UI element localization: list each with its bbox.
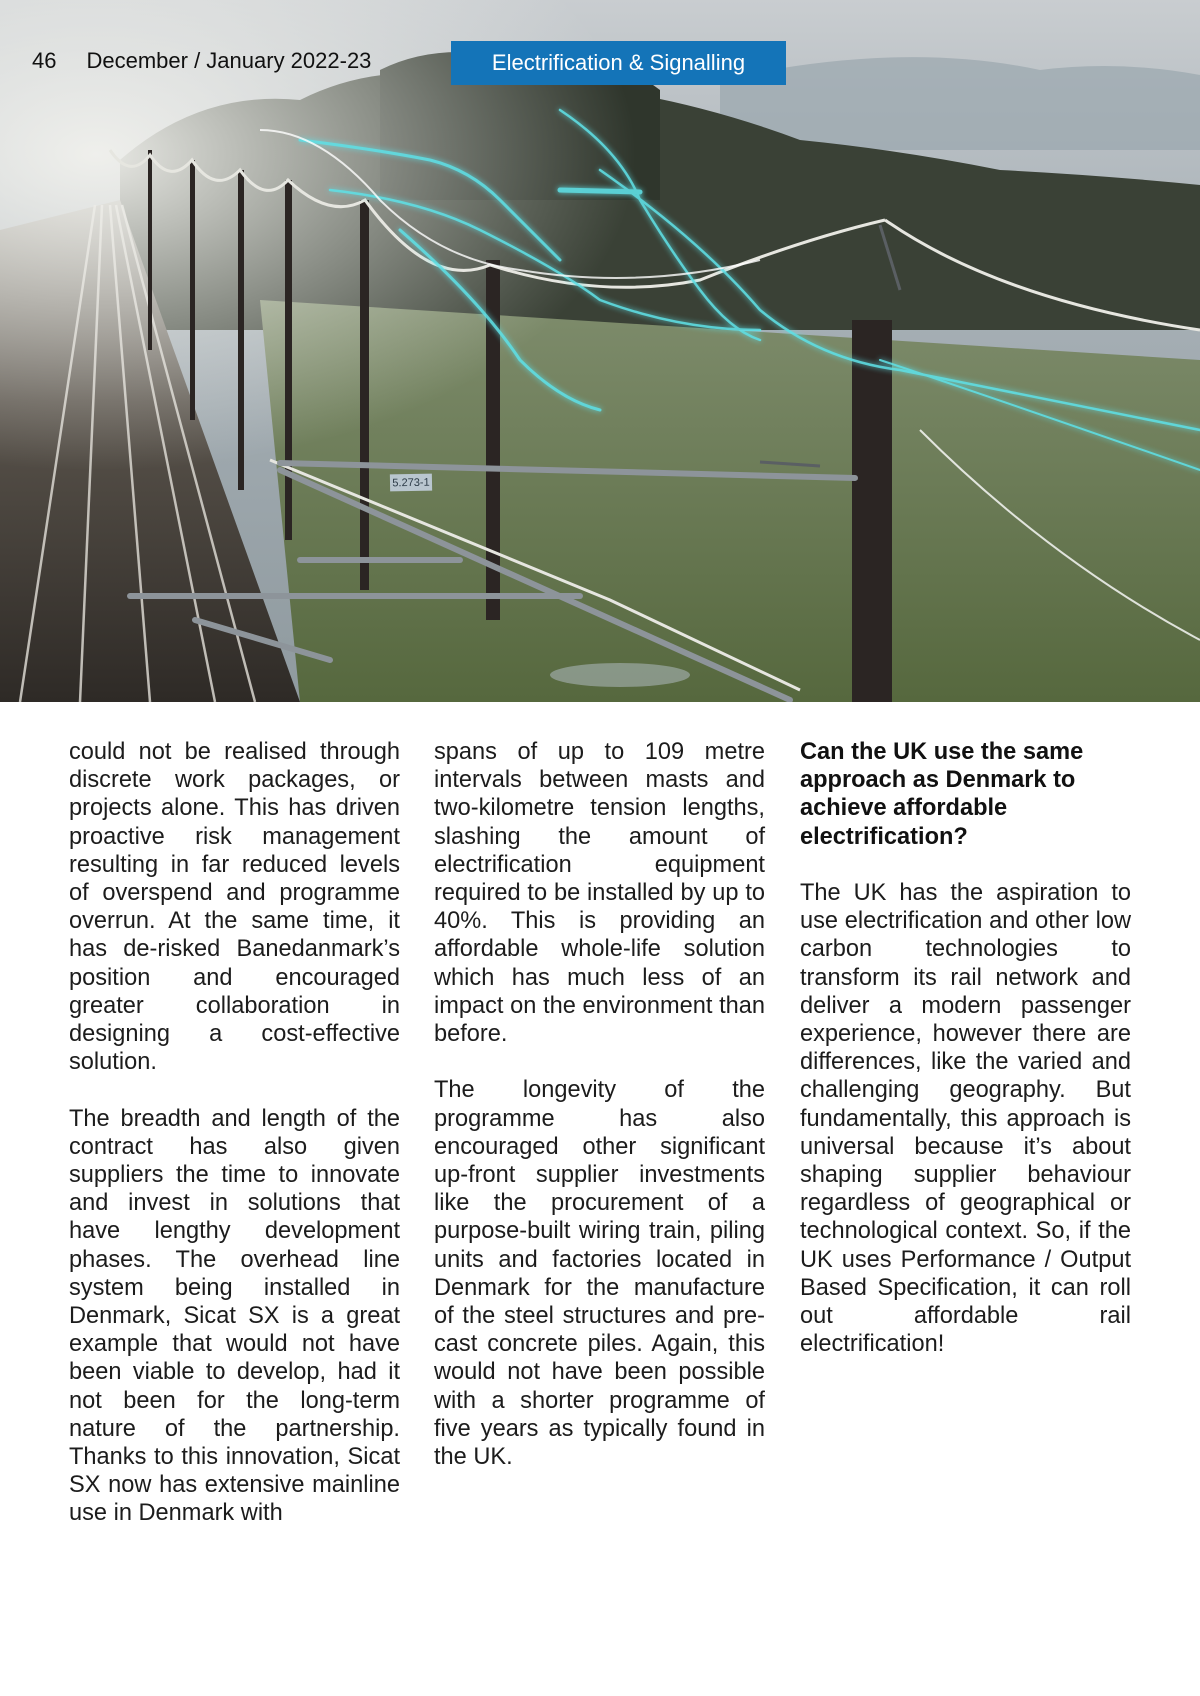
article-column-3 — [800, 738, 1131, 1387]
issue-date: December / January 2022-23 — [86, 48, 372, 73]
paragraph: could not be realised through discrete work packages, or projects alone. This has driven proactive risk management resulting in far reduced levels of overspend and programme overrun. At the same time, it has de-risked Banedanmark’s position and encouraged greater collaboration in designing a cost-effective solution. — [69, 739, 400, 1076]
paragraph: The longevity of the programme has also encouraged other significant up-front supplier investments like the procurement of a purpose-built wiring train, piling units and factories located in Denmark for the manufacture of the steel structures and pre-cast concrete piles. Again, this would not have been possible with a shorter programme of five years as typically found in the UK. — [434, 1077, 765, 1471]
hero-photo — [0, 0, 1200, 702]
railway-overhead-line-illustration — [0, 0, 1200, 702]
paragraph: The breadth and length of the contract has also given suppliers the time to innovate and invest in solutions that have lengthy development phases. The overhead line system being installed in Denmark, Sicat SX is a great example that would not have been viable to develop, had it not been for the long-term nature of the partnership. Thanks to this innovation, Sicat SX now has extensive mainline use in Denmark with — [69, 1105, 400, 1527]
section-subheading: Can the UK use the same approach as Denmark to achieve affordable electrification? — [800, 739, 1084, 850]
section-tag: Electrification & Signalling — [451, 41, 786, 85]
paragraph: spans of up to 109 metre intervals between masts and two-kilometre tension lengths, slashing the amount of electrification equipment required to be installed by up to 40%. This is providing an affordable whole-life solution which has much less of an impact on the environment than before. — [434, 739, 765, 1048]
article-column-1 — [69, 738, 400, 1556]
paragraph: The UK has the aspiration to use electrification and other low carbon technologies to transform its rail network and deliver a modern passenger experience, however there are differences, like the varied and challenging geography. But fundamentally, this approach is universal because it’s about shaping supplier behaviour regardless of geographical or technological context. So, if the UK uses Performance / Output Based Specification, it can roll out affordable rail electrification! — [800, 880, 1131, 1358]
page-number: 46 — [32, 48, 57, 73]
article-column-2 — [434, 738, 765, 1499]
page-header — [32, 48, 371, 74]
mast-plate-label: 5.273-1 — [390, 474, 432, 492]
